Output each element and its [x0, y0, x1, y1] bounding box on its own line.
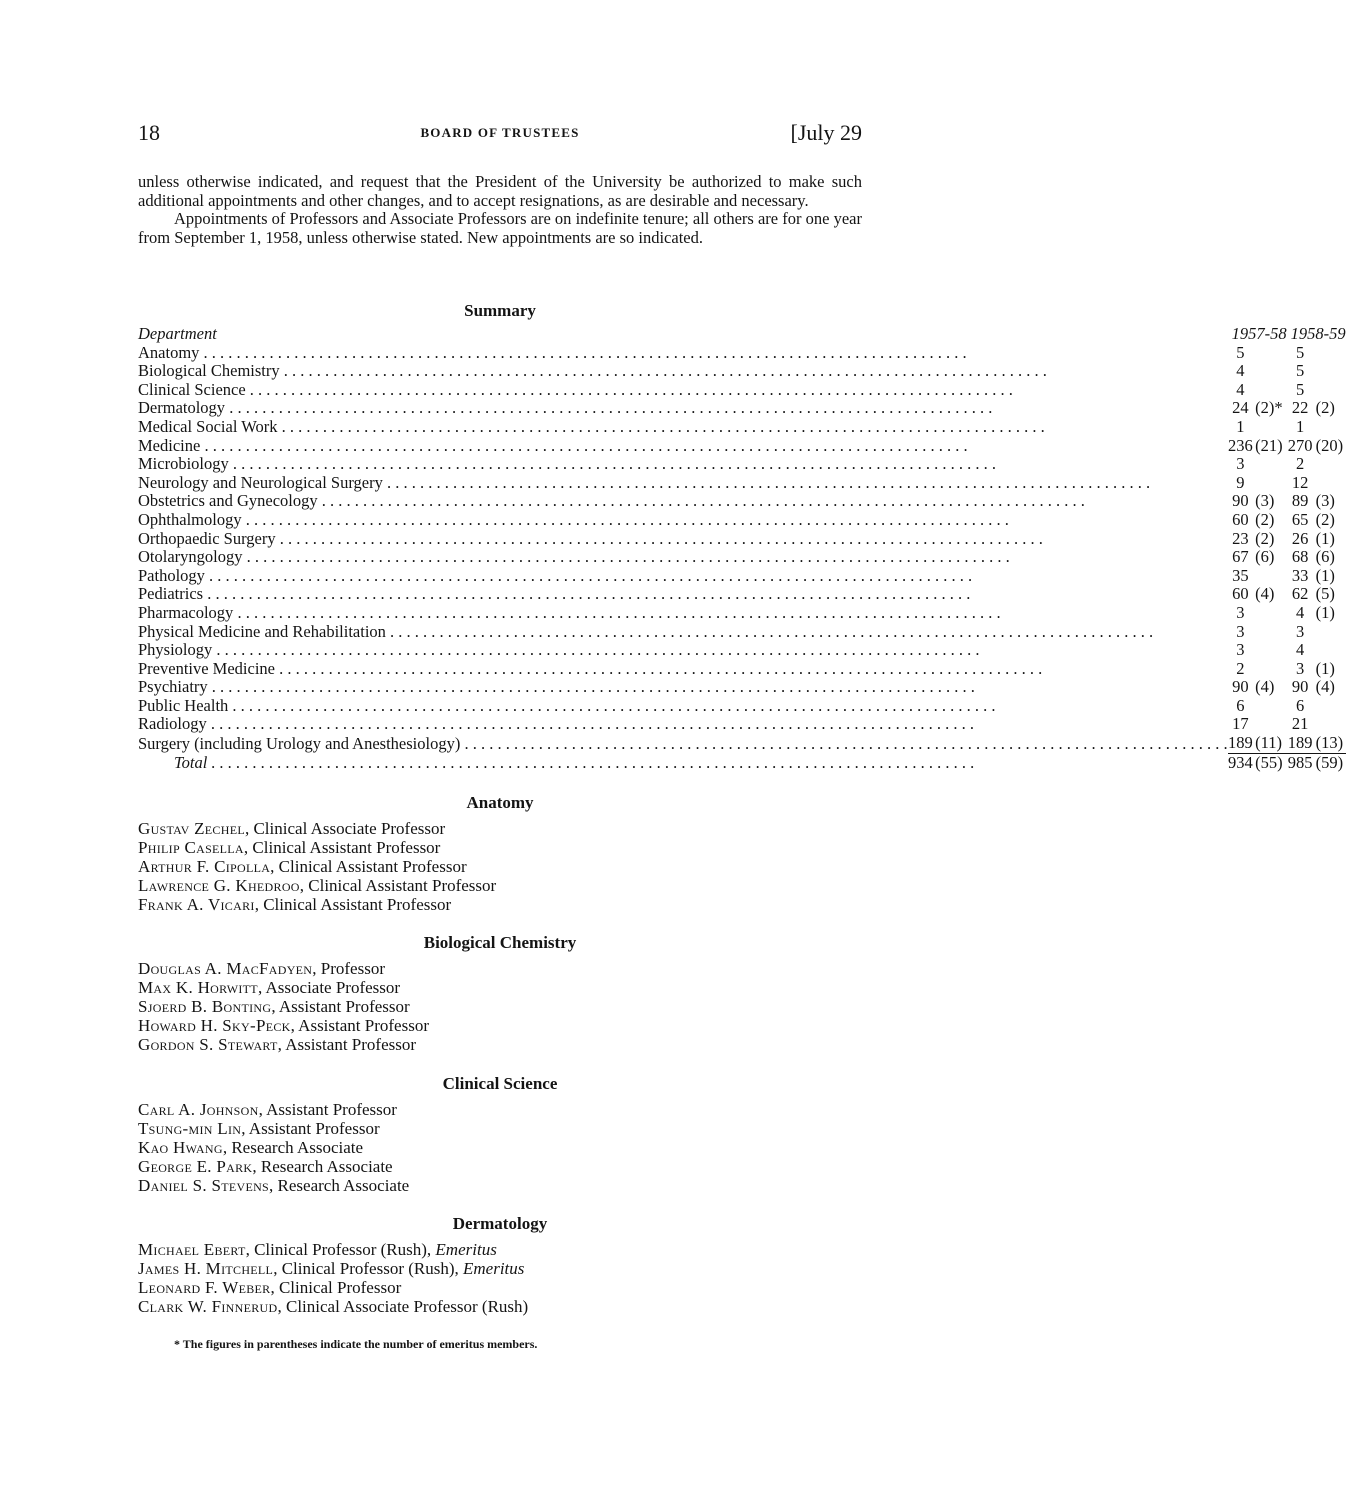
- count-1958-59: 3: [1295, 658, 1305, 678]
- member-list: [138, 1240, 862, 1316]
- section-anatomy: [138, 793, 862, 914]
- emeritus-1957-58: (21): [1255, 435, 1283, 455]
- count-1957-58: 189: [1227, 733, 1253, 753]
- faculty-name: Tsung-min Lin: [138, 1119, 242, 1138]
- faculty-entry: [138, 895, 862, 914]
- department-name: Otolaryngology . . .: [138, 548, 1228, 567]
- faculty-name: James H. Mitchell: [138, 1259, 274, 1278]
- faculty-name: Arthur F. Cipolla: [138, 857, 271, 876]
- department-name: Radiology . . .: [138, 715, 1228, 734]
- count-1958-59: 33: [1291, 565, 1309, 585]
- faculty-entry: [138, 1297, 862, 1316]
- department-name: Dermatology . . .: [138, 399, 1228, 418]
- department-name: Surgery (including Urology and Anesthesiology) . . .: [138, 735, 1228, 754]
- department-cell: [138, 548, 1228, 567]
- faculty-name: George E. Park: [138, 1157, 253, 1176]
- emeritus-1958-59: (20): [1315, 435, 1344, 455]
- intro-paragraph-1: unless otherwise indicated, and request that the President of the University be authorized to make such additional appointments and other changes, and to accept resignations, as are desirable and necessary.: [138, 172, 862, 210]
- summary-row: [138, 437, 1346, 456]
- emeritus-1957-58: [1253, 362, 1286, 381]
- count-1957-58: 3: [1236, 621, 1245, 641]
- faculty-entry: [138, 1259, 862, 1278]
- count-1958-59: 21: [1291, 714, 1309, 734]
- summary-row: [138, 381, 1346, 400]
- count-1957-58: 90: [1232, 491, 1249, 511]
- count-1957-58: 3: [1236, 454, 1245, 474]
- count-1957-58: 5: [1236, 342, 1245, 362]
- department-cell: [138, 492, 1228, 511]
- faculty-title: , Research Associate: [269, 1176, 410, 1195]
- count-1957-58: 6: [1236, 695, 1245, 715]
- summary-row: [138, 418, 1346, 437]
- faculty-name: Philip Casella: [138, 838, 244, 857]
- faculty-title: , Clinical Assistant Professor: [270, 857, 467, 876]
- department-cell: [138, 567, 1228, 586]
- count-1957-58: 35: [1232, 565, 1249, 585]
- department-name: Medicine . . .: [138, 437, 1228, 456]
- department-column-header: Department: [138, 324, 217, 343]
- faculty-entry: [138, 959, 862, 978]
- faculty-name: Clark W. Finnerud: [138, 1297, 278, 1316]
- summary-table: [138, 325, 1346, 772]
- count-1958-59: 5: [1295, 379, 1305, 399]
- faculty-name: Leonard F. Weber: [138, 1278, 271, 1297]
- department-cell: [138, 623, 1228, 642]
- count-1958-59: 3: [1295, 621, 1305, 641]
- department-cell: [138, 530, 1228, 549]
- emeritus-1958-59: (1): [1315, 602, 1335, 622]
- summary-row: [138, 362, 1346, 381]
- summary-row: [138, 697, 1346, 716]
- count-1958-59: 12: [1291, 472, 1309, 492]
- emeritus-1957-58: [1253, 567, 1286, 586]
- faculty-status: Emeritus: [435, 1240, 497, 1259]
- emeritus-1957-58: [1253, 604, 1286, 623]
- emeritus-1958-59: (13): [1314, 734, 1346, 753]
- faculty-entry: [138, 857, 862, 876]
- department-cell: [138, 641, 1228, 660]
- faculty-entry: [138, 1016, 862, 1035]
- count-1958-59: 270: [1287, 435, 1313, 455]
- count-1957-58: 23: [1232, 528, 1249, 548]
- department-name: Preventive Medicine . . .: [138, 660, 1228, 679]
- faculty-title: , Clinical Assistant Professor: [299, 876, 497, 895]
- emeritus-1958-59: [1314, 455, 1346, 474]
- count-1957-58: 236: [1227, 435, 1253, 455]
- emeritus-1957-58: [1253, 641, 1286, 660]
- summary-row: [138, 474, 1346, 493]
- emeritus-1958-59: (1): [1315, 528, 1335, 548]
- department-cell: [138, 437, 1228, 456]
- emeritus-1958-59: (6): [1315, 547, 1335, 567]
- emeritus-1958-59: (2): [1315, 398, 1335, 418]
- emeritus-1958-59: (4): [1315, 677, 1335, 697]
- summary-row: [138, 641, 1346, 660]
- count-1957-58: 1: [1236, 416, 1245, 436]
- faculty-entry: [138, 1035, 862, 1054]
- department-name: Microbiology . . .: [138, 455, 1228, 474]
- department-cell: [138, 381, 1228, 400]
- emeritus-1957-58: [1253, 381, 1286, 400]
- faculty-title: , Assistant Professor: [271, 997, 410, 1016]
- count-1958-59: 68: [1291, 547, 1309, 567]
- faculty-title: , Assistant Professor: [241, 1119, 380, 1138]
- emeritus-1957-58: (4): [1255, 677, 1275, 697]
- summary-row: [138, 344, 1346, 363]
- faculty-title: , Clinical Professor (Rush),: [273, 1259, 464, 1278]
- running-title: BOARD OF TRUSTEES: [420, 125, 580, 140]
- faculty-entry: [138, 997, 862, 1016]
- section-title: Biological Chemistry: [423, 933, 577, 952]
- faculty-title: , Research Associate: [252, 1157, 393, 1176]
- section-title: Clinical Science: [442, 1074, 558, 1093]
- faculty-name: Michael Ebert: [138, 1240, 246, 1259]
- section-title: Dermatology: [452, 1214, 548, 1233]
- summary-total-row: [138, 753, 1346, 772]
- summary-title: Summary: [464, 301, 536, 320]
- section-title: Anatomy: [466, 793, 534, 812]
- summary-row: [138, 567, 1346, 586]
- count-1958-59: 90: [1291, 677, 1309, 697]
- count-1957-58: 2: [1236, 658, 1245, 678]
- faculty-title: , Clinical Assistant Professor: [243, 838, 441, 857]
- emeritus-1957-58: [1253, 455, 1286, 474]
- department-name: Orthopaedic Surgery . . .: [138, 530, 1228, 549]
- faculty-entry: [138, 838, 862, 857]
- faculty-name: Kao Hwang: [138, 1138, 223, 1157]
- emeritus-1957-58: (2): [1255, 528, 1275, 548]
- emeritus-1958-59: [1314, 623, 1346, 642]
- emeritus-1958-59: [1314, 418, 1346, 437]
- footnote: * The figures in parentheses indicate the number of emeritus members.: [174, 1337, 538, 1351]
- emeritus-1957-58: [1253, 474, 1286, 493]
- emeritus-1957-58: (6): [1255, 547, 1275, 567]
- summary-row: [138, 604, 1346, 623]
- emeritus-1957-58: (2)*: [1255, 398, 1283, 418]
- count-1957-58: 3: [1236, 640, 1245, 660]
- summary-row: [138, 492, 1346, 511]
- faculty-title: , Assistant Professor: [277, 1035, 417, 1054]
- department-name: Psychiatry . . .: [138, 678, 1228, 697]
- emeritus-1957-58: [1253, 418, 1286, 437]
- emeritus-1958-59: (1): [1315, 658, 1335, 678]
- section-biological-chemistry: [138, 933, 862, 1054]
- emeritus-1957-58: (4): [1255, 584, 1275, 604]
- emeritus-1958-59: (3): [1315, 491, 1335, 511]
- total-1958-59: 985: [1287, 752, 1313, 772]
- count-1958-59: 5: [1295, 361, 1305, 381]
- summary-row: [138, 715, 1346, 734]
- faculty-title: , Assistant Professor: [290, 1016, 429, 1035]
- count-1957-58: 60: [1232, 509, 1249, 529]
- summary-row: [138, 530, 1346, 549]
- department-name: Ophthalmology . . .: [138, 511, 1228, 530]
- department-cell: [138, 418, 1228, 437]
- summary-row: [138, 660, 1346, 679]
- emeritus-1957-58: [1253, 660, 1286, 679]
- summary-header-row: [138, 325, 1346, 344]
- emeritus-1957-58: [1253, 697, 1286, 716]
- department-cell: [138, 585, 1228, 604]
- faculty-name: Daniel S. Stevens: [138, 1176, 270, 1195]
- member-list: [138, 819, 862, 914]
- total-emeritus-1958-59: (59): [1315, 752, 1344, 772]
- year1-column-header: 1957-58: [1231, 324, 1287, 343]
- emeritus-1957-58: [1253, 623, 1286, 642]
- summary-row: [138, 585, 1346, 604]
- faculty-name: Gustav Zechel: [138, 819, 245, 838]
- department-name: Pathology . . .: [138, 567, 1228, 586]
- faculty-title: , Clinical Professor (Rush),: [245, 1240, 436, 1259]
- emeritus-1958-59: [1314, 362, 1346, 381]
- section-dermatology: [138, 1214, 862, 1316]
- summary-section: [138, 301, 1346, 772]
- year2-column-header: 1958-59: [1290, 324, 1346, 343]
- count-1958-59: 6: [1295, 695, 1305, 715]
- header-date: [July 29: [790, 120, 862, 145]
- faculty-entry: [138, 1119, 862, 1138]
- faculty-entry: [138, 978, 862, 997]
- count-1957-58: 17: [1232, 714, 1249, 734]
- faculty-name: Lawrence G. Khedroo: [138, 876, 300, 895]
- count-1958-59: 26: [1291, 528, 1309, 548]
- count-1957-58: 60: [1232, 584, 1249, 604]
- emeritus-1958-59: (2): [1315, 509, 1335, 529]
- emeritus-1957-58: [1253, 344, 1286, 363]
- faculty-entry: [138, 1240, 862, 1259]
- faculty-status: Emeritus: [463, 1259, 525, 1278]
- member-list: [138, 959, 862, 1054]
- department-cell: [138, 734, 1228, 753]
- emeritus-1957-58: [1253, 715, 1286, 734]
- faculty-title: , Assistant Professor: [258, 1100, 397, 1119]
- count-1957-58: 90: [1232, 677, 1249, 697]
- intro-paragraph-2: Appointments of Professors and Associate Professors are on indefinite tenure; all others are for one year from September 1, 1958, unless otherwise stated. New appointments are so indicated.: [138, 209, 862, 247]
- emeritus-1958-59: [1314, 344, 1346, 363]
- faculty-entry: [138, 1100, 862, 1119]
- count-1957-58: 4: [1236, 361, 1245, 381]
- count-1957-58: 67: [1232, 547, 1249, 567]
- department-cell: [138, 344, 1228, 363]
- count-1957-58: 9: [1236, 472, 1245, 492]
- count-1957-58: 3: [1236, 602, 1245, 622]
- count-1958-59: 189: [1287, 733, 1313, 753]
- faculty-name: Carl A. Johnson: [138, 1100, 259, 1119]
- emeritus-1958-59: [1314, 474, 1346, 493]
- department-cell: [138, 697, 1228, 716]
- count-1958-59: 1: [1295, 416, 1305, 436]
- department-name: Physical Medicine and Rehabilitation . . .: [138, 623, 1228, 642]
- department-name: Biological Chemistry . . .: [138, 362, 1228, 381]
- summary-row: [138, 511, 1346, 530]
- department-cell: [138, 604, 1228, 623]
- count-1958-59: 62: [1291, 584, 1309, 604]
- count-1958-59: 5: [1295, 342, 1305, 362]
- department-cell: [138, 474, 1228, 493]
- summary-row: [138, 399, 1346, 418]
- faculty-entry: [138, 1157, 862, 1176]
- department-name: Clinical Science . . .: [138, 381, 1228, 400]
- faculty-title: , Clinical Professor: [270, 1278, 402, 1297]
- department-name: Medical Social Work . . .: [138, 418, 1228, 437]
- member-list: [138, 1100, 862, 1195]
- department-cell: [138, 715, 1228, 734]
- faculty-title: , Clinical Assistant Professor: [254, 895, 452, 914]
- department-cell: [138, 455, 1228, 474]
- faculty-entry: [138, 1138, 862, 1157]
- faculty-title: , Clinical Associate Professor: [244, 819, 446, 838]
- emeritus-1957-58: (3): [1255, 491, 1275, 511]
- count-1958-59: 4: [1295, 640, 1305, 660]
- faculty-name: Douglas A. MacFadyen: [138, 959, 313, 978]
- emeritus-1957-58: (2): [1255, 509, 1275, 529]
- count-1957-58: 4: [1236, 379, 1245, 399]
- emeritus-1958-59: (1): [1315, 565, 1335, 585]
- count-1958-59: 22: [1291, 398, 1309, 418]
- emeritus-1958-59: [1314, 697, 1346, 716]
- page-header: [138, 120, 862, 150]
- summary-row: [138, 678, 1346, 697]
- department-cell: [138, 362, 1228, 381]
- emeritus-1958-59: [1314, 715, 1346, 734]
- total-cell: [138, 753, 1228, 772]
- emeritus-1957-58: (11): [1253, 734, 1286, 753]
- emeritus-1958-59: (5): [1315, 584, 1335, 604]
- faculty-name: Frank A. Vicari: [138, 895, 255, 914]
- faculty-title: , Associate Professor: [257, 978, 401, 997]
- department-name: Anatomy . . .: [138, 344, 1228, 363]
- faculty-title: , Professor: [312, 959, 385, 978]
- faculty-name: Sjoerd B. Bonting: [138, 997, 272, 1016]
- faculty-entry: [138, 1176, 862, 1195]
- summary-row: [138, 548, 1346, 567]
- faculty-entry: [138, 876, 862, 895]
- count-1958-59: 2: [1295, 454, 1305, 474]
- department-cell: [138, 678, 1228, 697]
- count-1958-59: 89: [1291, 491, 1309, 511]
- faculty-name: Max K. Horwitt: [138, 978, 258, 997]
- faculty-title: , Clinical Associate Professor (Rush): [277, 1297, 529, 1316]
- summary-row: [138, 734, 1346, 753]
- count-1958-59: 65: [1291, 509, 1309, 529]
- faculty-entry: [138, 819, 862, 838]
- summary-row: [138, 623, 1346, 642]
- intro-text: [138, 173, 862, 247]
- emeritus-1958-59: [1314, 641, 1346, 660]
- count-1957-58: 24: [1232, 398, 1249, 418]
- department-cell: [138, 660, 1228, 679]
- department-name: Obstetrics and Gynecology . . .: [138, 492, 1228, 511]
- department-name: Public Health . . .: [138, 697, 1228, 716]
- faculty-name: Howard H. Sky-Peck: [138, 1016, 291, 1035]
- summary-row: [138, 455, 1346, 474]
- total-emeritus-1957-58: (55): [1255, 752, 1283, 772]
- department-name: Pediatrics . . .: [138, 585, 1228, 604]
- department-name: Physiology . . .: [138, 641, 1228, 660]
- total-1957-58: 934: [1227, 752, 1253, 772]
- page-number: 18: [138, 120, 160, 145]
- emeritus-1958-59: [1314, 381, 1346, 400]
- department-name: Neurology and Neurological Surgery . . .: [138, 474, 1228, 493]
- department-cell: [138, 511, 1228, 530]
- section-clinical-science: [138, 1074, 862, 1195]
- faculty-entry: [138, 1278, 862, 1297]
- faculty-name: Gordon S. Stewart: [138, 1035, 278, 1054]
- department-name: Pharmacology . . .: [138, 604, 1228, 623]
- total-label: Total . . .: [174, 754, 1228, 773]
- faculty-title: , Research Associate: [222, 1138, 364, 1157]
- count-1958-59: 4: [1295, 602, 1305, 622]
- department-cell: [138, 399, 1228, 418]
